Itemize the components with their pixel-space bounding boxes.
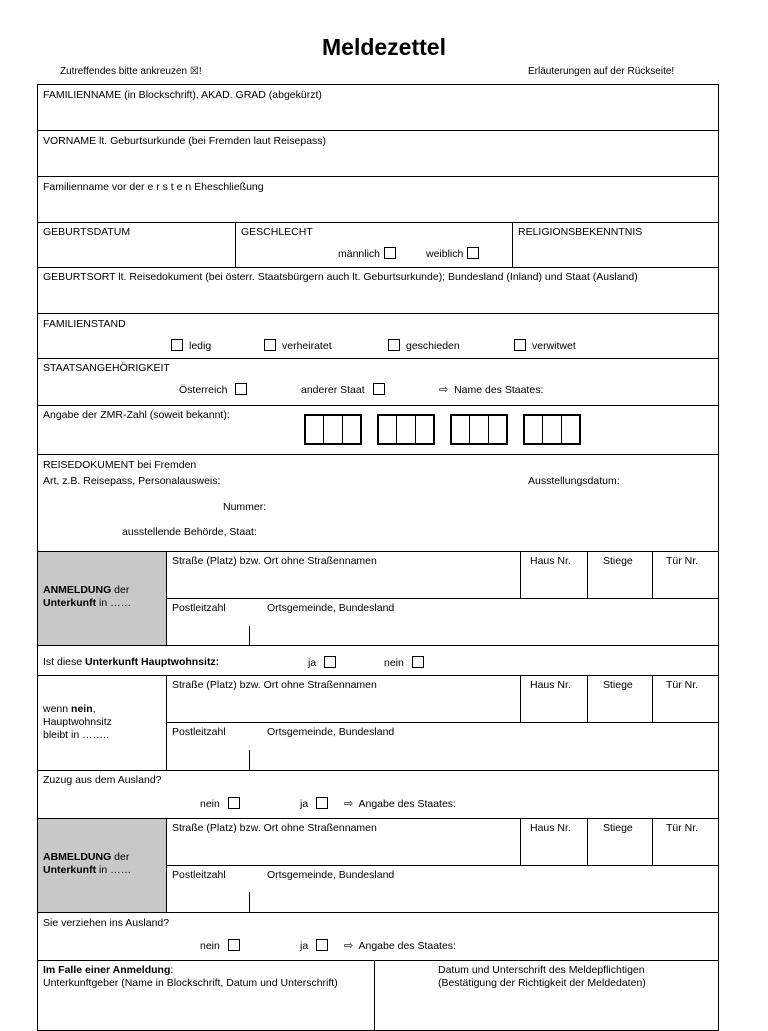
verwitwet-label: verwitwet <box>532 340 576 352</box>
name-des-staates-label: Name des Staates: <box>454 384 544 396</box>
abmeldung-strasse-label: Straße (Platz) bzw. Ort ohne Straßennamen <box>172 822 377 834</box>
anmeldung-stiege-label: Stiege <box>603 555 633 567</box>
religion-label: RELIGIONSBEKENNTNIS <box>518 226 643 238</box>
zmr-group-3[interactable] <box>450 414 508 445</box>
verheiratet-option[interactable] <box>264 339 332 352</box>
ledig-label: ledig <box>189 340 212 352</box>
anmeldung-plz-label: Postleitzahl <box>172 602 226 614</box>
verziehen-angabe-staates: ⇨ Angabe des Staates: <box>344 940 456 952</box>
wenn-nein-plz-label: Postleitzahl <box>172 726 226 738</box>
wenn-nein-tuer-nr-label: Tür Nr. <box>666 679 699 691</box>
verziehen-ja-option[interactable] <box>300 939 328 952</box>
wenn-nein-ortsgemeinde-label: Ortsgemeinde, Bundesland <box>267 726 395 738</box>
zuzug-angabe-staates: ⇨ Angabe des Staates: <box>344 798 456 810</box>
wenn-nein-stiege-label: Stiege <box>603 679 633 691</box>
reisedokument-label: REISEDOKUMENT bei Fremden <box>43 459 197 471</box>
hauptwohnsitz-nein-checkbox[interactable] <box>412 656 424 668</box>
note-right: Erläuterungen auf der Rückseite! <box>528 66 675 77</box>
verheiratet-label: verheiratet <box>282 340 332 352</box>
zuzug-label: Zuzug aus dem Ausland? <box>43 774 162 786</box>
note-left: Zutreffendes bitte ankreuzen ☒! <box>60 66 202 77</box>
anmeldung-tuer-nr-label: Tür Nr. <box>666 555 699 567</box>
zuzug-nein-checkbox[interactable] <box>228 797 240 809</box>
zuzug-ja-checkbox[interactable] <box>316 797 328 809</box>
zmr-group-2[interactable] <box>377 414 435 445</box>
maennlich-checkbox[interactable] <box>384 247 396 259</box>
abmeldung-plz-label: Postleitzahl <box>172 869 226 881</box>
weiblich-option[interactable] <box>426 247 479 260</box>
nummer-label: Nummer: <box>223 501 267 513</box>
abmeldung-tuer-nr-label: Tür Nr. <box>666 822 699 834</box>
anderer-staat-option[interactable] <box>301 383 385 396</box>
verziehen-nein-option[interactable] <box>200 939 240 952</box>
nein-label: nein <box>384 657 404 669</box>
zmr-group-4[interactable] <box>523 414 581 445</box>
anderer-staat-label: anderer Staat <box>301 384 365 396</box>
familienname-erste-ehe-label: Familienname vor der e r s t e n Eheschließung <box>43 181 264 193</box>
weiblich-label: weiblich <box>426 248 464 260</box>
verwitwet-checkbox[interactable] <box>514 339 526 351</box>
verziehen-ja-checkbox[interactable] <box>316 939 328 951</box>
verziehen-label: Sie verziehen ins Ausland? <box>43 917 170 929</box>
zuzug-nein-label: nein <box>200 798 220 810</box>
geschieden-option[interactable] <box>388 339 460 352</box>
behoerde-label: ausstellende Behörde, Staat: <box>122 526 257 538</box>
oesterreich-checkbox[interactable] <box>235 383 247 395</box>
geburtsort-label: GEBURTSORT lt. Reisedokument (bei österr. Staatsbürgern auch lt. Geburtsurkunde); Bundesland (Inland) und Staat (Ausland) <box>43 271 638 283</box>
ledig-checkbox[interactable] <box>171 339 183 351</box>
verwitwet-option[interactable] <box>514 339 576 352</box>
unterkunftgeber-label: Im Falle einer Anmeldung: Unterkunftgeber (Name in Blockschrift, Datum und Unterschrift) <box>43 964 338 989</box>
familienstand-label: FAMILIENSTAND <box>43 318 126 330</box>
zmr-group-1[interactable] <box>304 414 362 445</box>
verheiratet-checkbox[interactable] <box>264 339 276 351</box>
art-label: Art, z.B. Reisepass, Personalausweis: <box>43 475 221 487</box>
wenn-nein-haus-nr-label: Haus Nr. <box>530 679 571 691</box>
oesterreich-label: Österreich <box>179 384 228 396</box>
staatsangehoerigkeit-label: STAATSANGEHÖRIGKEIT <box>43 362 170 374</box>
ausstellungsdatum-label: Ausstellungsdatum: <box>528 475 620 487</box>
verziehen-nein-checkbox[interactable] <box>228 939 240 951</box>
wenn-nein-strasse-label: Straße (Platz) bzw. Ort ohne Straßennamen <box>172 679 377 691</box>
abmeldung-stiege-label: Stiege <box>603 822 633 834</box>
zuzug-ja-option[interactable] <box>300 797 328 810</box>
meldepflichtiger-label: Datum und Unterschrift des Meldepflichtigen (Bestätigung der Richtigkeit der Meldedaten) <box>438 964 646 989</box>
geschlecht-label: GESCHLECHT <box>241 226 313 238</box>
zuzug-ja-label: ja <box>300 798 309 810</box>
ja-label: ja <box>308 657 317 669</box>
ledig-option[interactable] <box>171 339 211 352</box>
geschieden-checkbox[interactable] <box>388 339 400 351</box>
zmr-label: Angabe der ZMR-Zahl (soweit bekannt): <box>43 409 230 421</box>
vorname-label: VORNAME lt. Geburtsurkunde (bei Fremden laut Reisepass) <box>43 135 327 147</box>
verziehen-nein-label: nein <box>200 940 220 952</box>
abmeldung-ortsgemeinde-label: Ortsgemeinde, Bundesland <box>267 869 395 881</box>
arrow-right-icon: ⇨ <box>439 384 449 396</box>
oesterreich-option[interactable] <box>179 383 247 396</box>
hauptwohnsitz-question: Ist diese Unterkunft Hauptwohnsitz: <box>43 656 220 668</box>
abmeldung-haus-nr-label: Haus Nr. <box>530 822 571 834</box>
geschieden-label: geschieden <box>406 340 460 352</box>
anderer-staat-checkbox[interactable] <box>373 383 385 395</box>
anmeldung-haus-nr-label: Haus Nr. <box>530 555 571 567</box>
zuzug-nein-option[interactable] <box>200 797 240 810</box>
arrow-right-icon: ⇨ <box>344 940 354 952</box>
registration-form <box>37 84 719 1031</box>
familienname-label: FAMILIENNAME (in Blockschrift), AKAD. GRAD (abgekürzt) <box>43 89 322 101</box>
page-title: Meldezettel <box>322 34 446 60</box>
maennlich-label: männlich <box>338 248 381 260</box>
wenn-nein-label: wenn nein, Hauptwohnsitz bleibt in …….. <box>43 703 112 741</box>
hauptwohnsitz-ja-checkbox[interactable] <box>324 656 336 668</box>
hauptwohnsitz-ja-option[interactable] <box>308 656 336 669</box>
abmeldung-label: ABMELDUNG der Unterkunft in …… <box>43 851 132 876</box>
name-des-staates <box>439 383 543 396</box>
anmeldung-label: ANMELDUNG der Unterkunft in …… <box>43 584 132 609</box>
weiblich-checkbox[interactable] <box>467 247 479 259</box>
hauptwohnsitz-nein-option[interactable] <box>384 656 424 669</box>
maennlich-option[interactable] <box>338 247 396 260</box>
anmeldung-strasse-label: Straße (Platz) bzw. Ort ohne Straßennamen <box>172 555 377 567</box>
verziehen-ja-label: ja <box>300 940 309 952</box>
arrow-right-icon: ⇨ <box>344 798 354 810</box>
geburtsdatum-label: GEBURTSDATUM <box>43 226 131 238</box>
anmeldung-ortsgemeinde-label: Ortsgemeinde, Bundesland <box>267 602 395 614</box>
